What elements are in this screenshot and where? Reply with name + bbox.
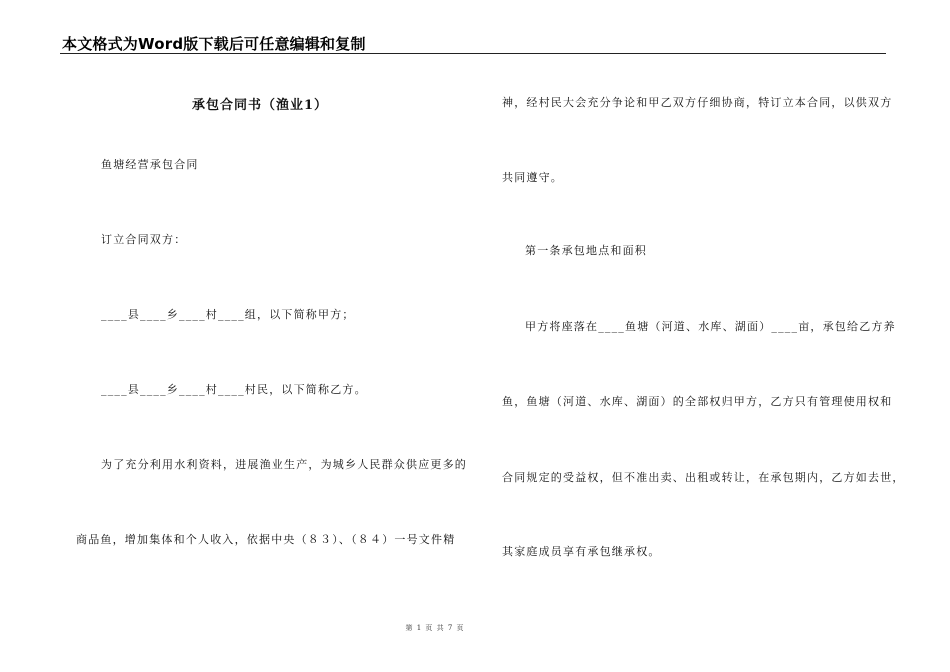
right-line-7: 其家庭成员享有承包继承权。 (502, 545, 661, 558)
document-title: 承包合同书（渔业1） (192, 98, 329, 113)
header-rule (60, 53, 886, 54)
left-line-2: 订立合同双方： (101, 233, 187, 246)
document-banner: 本文格式为Word版下载后可任意编辑和复制 (62, 35, 366, 53)
page-number: 第 1 页 共 7 页 (405, 624, 465, 632)
right-line-2: 共同遵守。 (502, 171, 563, 184)
right-line-6: 合同规定的受益权，但不准出卖、出租或转让，在承包期内，乙方如去世， (502, 471, 905, 484)
right-line-5: 鱼，鱼塘（河道、水库、湖面）的全部权归甲方，乙方只有管理使用权和 (502, 395, 893, 408)
left-line-4: ____县____乡____村____村民，以下简称乙方。 (101, 383, 367, 396)
left-line-1: 鱼塘经营承包合同 (101, 158, 199, 171)
right-line-1: 神，经村民大会充分争论和甲乙双方仔细协商，特订立本合同，以供双方 (502, 96, 893, 109)
left-line-6: 商品鱼，增加集体和个人收入，依据中央（８３）、（８４）一号文件精 (76, 533, 456, 546)
left-line-3: ____县____乡____村____组，以下简称甲方； (101, 308, 355, 321)
left-line-5: 为了充分利用水利资料，进展渔业生产，为城乡人民群众供应更多的 (101, 458, 467, 471)
right-line-4: 甲方将座落在____鱼塘（河道、水库、湖面）____亩，承包给乙方养 (525, 320, 896, 333)
right-line-3: 第一条承包地点和面积 (525, 244, 647, 257)
